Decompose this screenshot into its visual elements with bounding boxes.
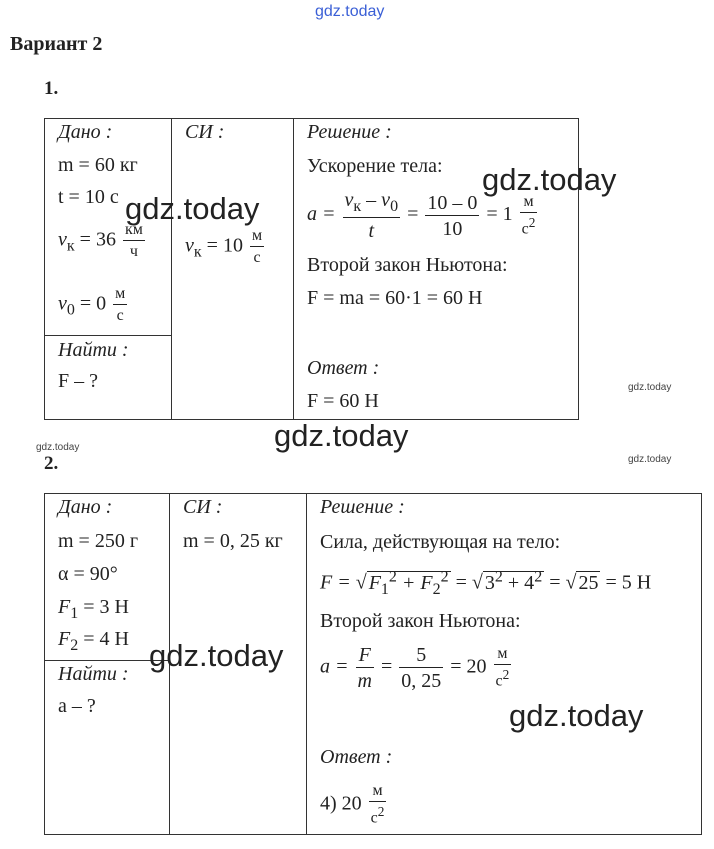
p2-find-value: a – ?: [58, 695, 96, 717]
p2-find-heading: Найти :: [58, 663, 129, 685]
p2-given-angle: α = 90°: [58, 563, 118, 585]
watermark-2: gdz.today: [125, 191, 260, 226]
p2-given-force-2: $F_2 = 4$ Н: [58, 628, 129, 654]
variant-title: Вариант 2: [10, 33, 103, 55]
p1-answer-heading: Ответ :: [307, 357, 380, 379]
p1-si-velocity: $v_к = 10$ $\frac{м}{с}$: [185, 227, 263, 266]
watermark-small-2: gdz.today: [36, 442, 80, 453]
p2-solution-newton-label: Второй закон Ньютона:: [320, 610, 521, 632]
problem-1-number: 1.: [44, 78, 59, 99]
p1-solution-newton-label: Второй закон Ньютона:: [307, 254, 508, 276]
p1-find-heading: Найти :: [58, 339, 129, 361]
p1-solution-acceleration-label: Ускорение тела:: [307, 155, 443, 177]
p1-solution-force-formula: F = ma = 60·1 = 60 Н: [307, 287, 483, 309]
p1-given-mass: m = 60 кг: [58, 154, 138, 176]
p2-solution-acceleration-formula: a = $\frac{F}{m}$ = $\frac{5}{0, 25}$ = 20 $\frac{м}{с^2}$: [320, 644, 510, 692]
p2-given-heading: Дано :: [58, 496, 113, 518]
p2-si-mass: m = 0, 25 кг: [183, 530, 283, 552]
p2-given-force-1: $F_1 = 3$ Н: [58, 596, 129, 622]
p1-given-initial-velocity: $v_0 = 0$ $\frac{м}{с}$: [58, 285, 126, 324]
p1-solution-acceleration-formula: a = $\frac{v_к - v_0}{t}$ = $\frac{10 - 0}{10}$ = 1 $\frac{м}{с^2}$: [307, 189, 536, 242]
p1-given-time: t = 10 с: [58, 186, 119, 208]
p1-si-heading: СИ :: [185, 121, 225, 143]
p1-find-value: F – ?: [58, 370, 98, 392]
p2-answer-value: 4) 20 $\frac{м}{с^2}$: [320, 782, 385, 827]
p1-given-heading: Дано :: [58, 121, 113, 143]
watermark-3: gdz.today: [274, 418, 409, 453]
p2-solution-heading: Решение :: [320, 496, 405, 518]
p2-solution-force-label: Сила, действующая на тело:: [320, 531, 561, 553]
watermark-1: gdz.today: [482, 162, 617, 197]
watermark-small-3: gdz.today: [628, 454, 672, 465]
p1-answer-value: F = 60 Н: [307, 390, 379, 412]
watermark-5: gdz.today: [509, 698, 644, 733]
p2-answer-heading: Ответ :: [320, 746, 393, 768]
watermark-top: gdz.today: [315, 3, 385, 20]
p1-solution-heading: Решение :: [307, 121, 392, 143]
watermark-small-1: gdz.today: [628, 382, 672, 393]
problem-2-number: 2.: [44, 453, 59, 474]
p1-given-final-velocity: $v_к = 36$ $\frac{км}{ч}$: [58, 221, 143, 260]
p2-si-heading: СИ :: [183, 496, 223, 518]
watermark-4: gdz.today: [149, 638, 284, 673]
p2-given-mass: m = 250 г: [58, 530, 139, 552]
p2-solution-force-formula: F = √ $F_1^2 + F_2^2$ = √ $3^2 + 4^2$ = √ 25 = 5 Н: [320, 568, 652, 598]
